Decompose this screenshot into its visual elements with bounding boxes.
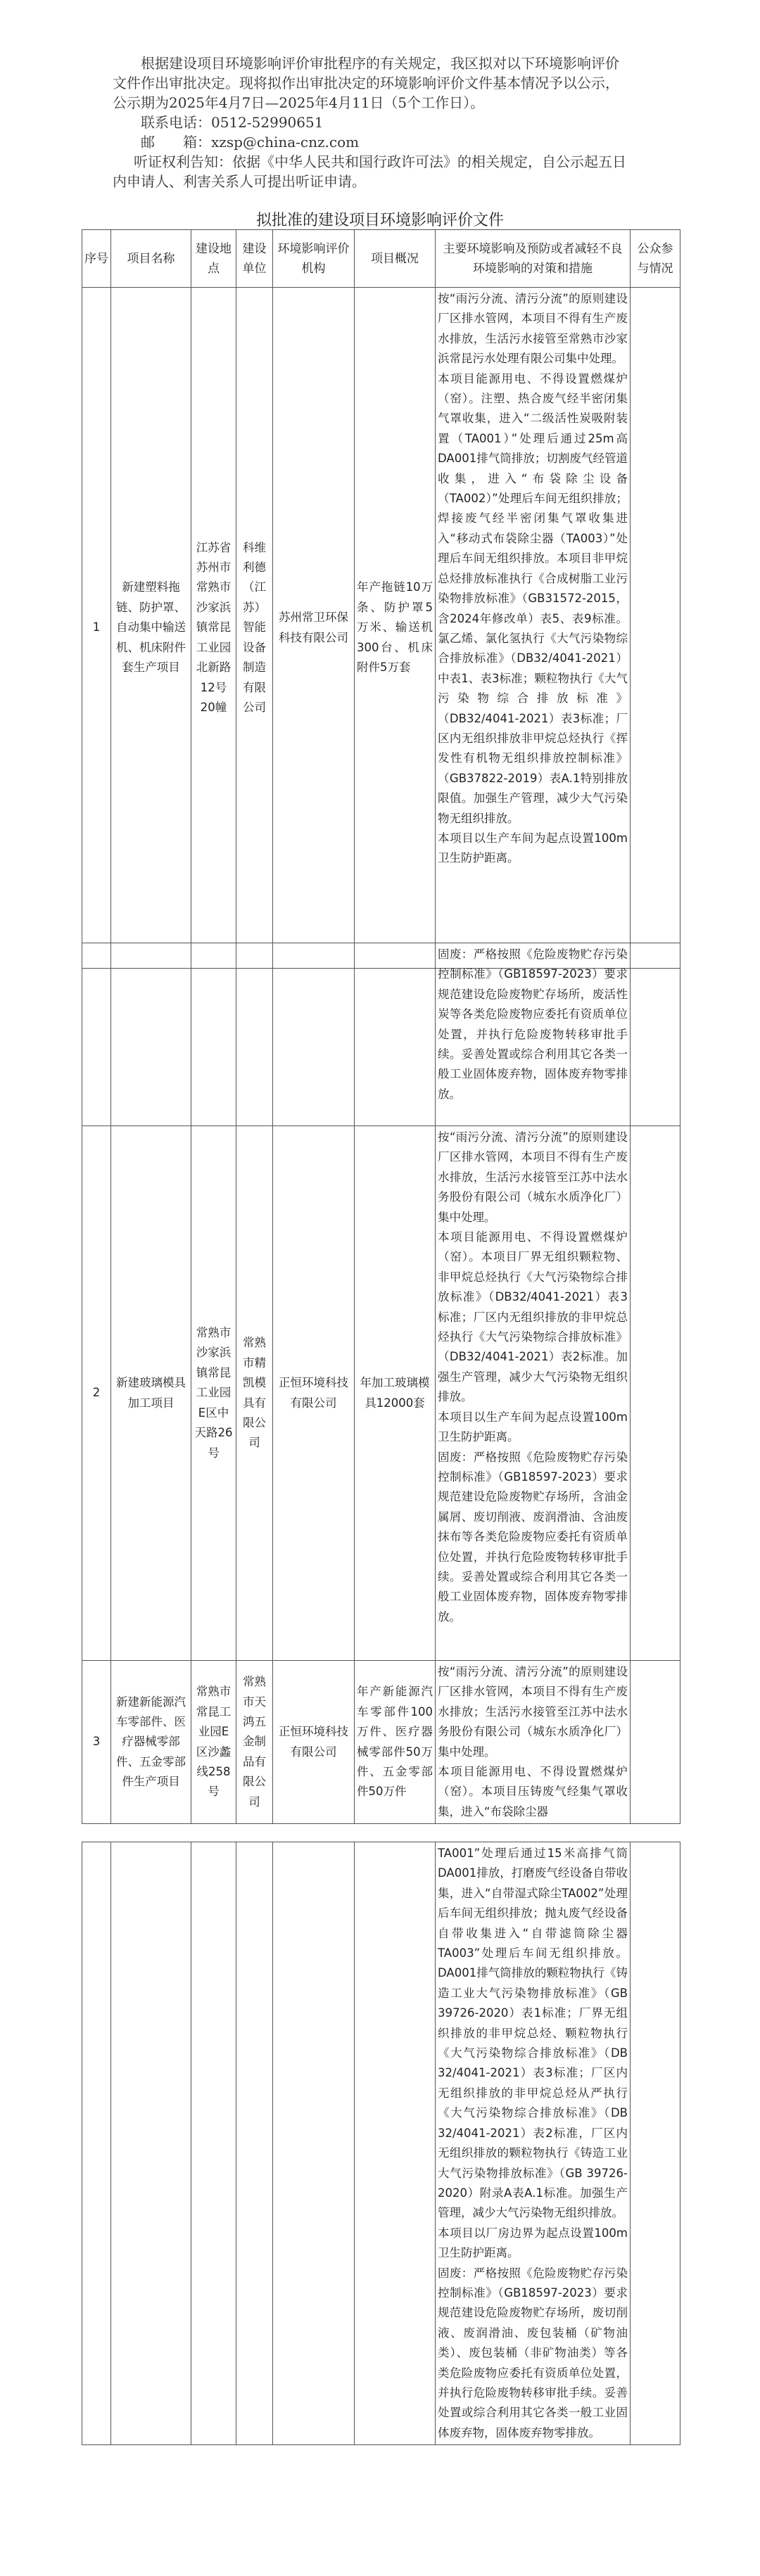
- measures-paragraph: 本项目以生产车间为起点设置100m卫生防护距离。: [438, 1410, 628, 1444]
- table-row-continued: [82, 943, 680, 1126]
- header-measures: 主要环境影响及预防或者减轻不良环境影响的对策和措施: [436, 230, 631, 288]
- cell-unit: 常熟市精凯模具有限公司: [236, 1126, 273, 1661]
- eia-table-page2: [82, 943, 680, 1824]
- cell-measures: [436, 1661, 631, 1824]
- contact-email: 邮 箱：xzsp@china-cnz.com: [141, 134, 360, 151]
- table-header-row: [82, 230, 680, 288]
- cell-unit: 科维利德（江苏）智能设备制造有限公司: [236, 288, 273, 969]
- cell-agency: 正恒环境科技有限公司: [273, 1126, 355, 1661]
- header-no: 序号: [82, 230, 111, 288]
- cell-measures: [436, 1126, 631, 1661]
- intro-paragraph: 根据建设项目环境影响评价审批程序的有关规定，我区拟对以下环境影响评价文件作出审批决定。现将拟作出审批决定的环境影响评价文件基本情况予以公示，公示期为2025年4月7日—2025年4月11日（5个工作日）。: [113, 55, 619, 111]
- hearing-notice: 听证权利告知：依据《中华人民共和国行政许可法》的相关规定，自公示起五日内申请人、利害关系人可提出听证申请。: [113, 153, 626, 190]
- cell-name: 新建新能源汽车零部件、医疗器械零部件、五金零部件生产项目: [111, 1661, 191, 1824]
- measures-paragraph: 固废：严格按照《危险废物贮存污染控制标准》（GB18597-2023）要求规范建设危险废物贮存场所，废切削液、废润滑油、废包装桶（矿物油类）、废包装桶（非矿物油类）等各类危险废物应委托有资质单位处置，并执行危险废物转移审批手续。妥善处置或综合利用其它各类一般工业固体废弃物，固体废弃物零排放。: [438, 2266, 628, 2440]
- contact-phone: 联系电话：0512-52990651: [141, 114, 324, 131]
- measures-paragraph: 固废：严格按照《危险废物贮存污染控制标准》（GB18597-2023）要求规范建设危险废物贮存场所，含油金属屑、废切削液、废润滑油、含油废抹布等各类危险废物应委托有资质单位处置，并执行危险废物转移审批手续。妥善处置或综合利用其它各类一般工业固体废弃物，固体废弃物零排放。: [438, 1450, 628, 1624]
- cell-overview: 年产拖链10万条、防护罩5万米、输送机300台、机床附件5万套: [355, 288, 436, 969]
- cell-public: [631, 1126, 680, 1661]
- cell-agency: 苏州常卫环保科技有限公司: [273, 288, 355, 969]
- cell-no: 1: [82, 288, 111, 969]
- measures-paragraph: 按“雨污分流、清污分流”的原则建设厂区排水管网，本项目不得有生产废水排放；生活污水接管至江苏中法水务股份有限公司（城东水质净化厂）集中处理。: [438, 1665, 628, 1759]
- cell-location: 常熟市沙家浜镇常昆工业园E区中天路26号: [191, 1126, 236, 1661]
- measures-paragraph: 本项目能源用电、不得设置燃煤炉（窑）。本项目压铸废气经集气罩收集，进入“布袋除尘器: [438, 1765, 628, 1818]
- measures-paragraph: 固废：严格按照《危险废物贮存污染控制标准》（GB18597-2023）要求规范建设危险废物贮存场所，废活性炭等各类危险废物应委托有资质单位处置，并执行危险废物转移审批手续。妥善处置或综合利用其它各类一般工业固体废弃物，固体废弃物零排放。: [438, 948, 628, 1101]
- cell-public: [631, 1661, 680, 1824]
- table-row: [82, 288, 680, 969]
- intro-block: [113, 53, 626, 191]
- cell-location: 常熟市常昆工业园E区沙蠡线258号: [191, 1661, 236, 1824]
- table-row: [82, 1661, 680, 1824]
- header-public: 公众参与情况: [631, 230, 680, 288]
- cell-overview: 年加工玻璃模具12000套: [355, 1126, 436, 1661]
- measures-paragraph: TA001”处理后通过15米高排气筒DA001排放，打磨废气经设备自带收集，进入“自带湿式除尘TA002”处理后车间无组织排放；抛丸废气经设备自带收集进入“自带滤筒除尘器TA003”处理后车间无组织排放。DA001排气筒排放的颗粒物执行《铸造工业大气污染物排放标准》（GB 39726-2020）表1标准；厂界无组织排放的非甲烷总烃、颗粒物执行《大气污染物综合排放标准》（DB 32/4041-2021）表3标准；厂区内无组织排放的非甲烷总烃从严执行《大气污染物综合排放标准》（DB 32/4041-2021）表2标准，厂区内无组织排放的颗粒物执行《铸造工业大气污染物排放标准》（GB 39726-2020）附录A表A.1标准。加强生产管理，减少大气污染物无组织排放。: [438, 1847, 628, 2220]
- cell-unit: 常熟市天鸿五金制品有限公司: [236, 1661, 273, 1824]
- measures-paragraph: 本项目能源用电、不得设置燃煤炉（窑）。本项目厂界无组织颗粒物、非甲烷总烃执行《大气污染物综合排放标准》（DB32/4041-2021）表3标准；厂区内无组织排放的非甲烷总烃执行《大气污染物综合排放标准》（DB32/4041-2021）表2标准。加强生产管理，减少大气污染物无组织排放。: [438, 1230, 628, 1404]
- header-unit: 建设单位: [236, 230, 273, 288]
- measures-paragraph: 按“雨污分流、清污分流”的原则建设厂区排水管网，本项目不得有生产废水排放，生活污水接管至江苏中法水务股份有限公司（城东水质净化厂）集中处理。: [438, 1130, 628, 1224]
- cell-measures: [436, 1842, 631, 2445]
- cell-no: 2: [82, 1126, 111, 1661]
- table-title: 拟批准的建设项目环境影响评价文件: [255, 212, 504, 229]
- eia-table-page1: [82, 229, 680, 969]
- cell-agency: 正恒环境科技有限公司: [273, 1661, 355, 1824]
- measures-paragraph: 本项目以生产车间为起点设置100m卫生防护距离。: [438, 831, 628, 865]
- measures-paragraph: 按“雨污分流、清污分流”的原则建设厂区排水管网，本项目不得有生产废水排放，生活污水接管至常熟市沙家浜常昆污水处理有限公司集中处理。: [438, 292, 628, 366]
- eia-table-page3: [82, 1842, 680, 2445]
- header-overview: 项目概况: [355, 230, 436, 288]
- header-agency: 环境影响评价机构: [273, 230, 355, 288]
- cell-overview: 年产新能源汽车零部件100万件、医疗器械零部件50万件、五金零部件50万件: [355, 1661, 436, 1824]
- header-location: 建设地点: [191, 230, 236, 288]
- cell-location: 江苏省苏州市常熟市沙家浜镇常昆工业园北新路12号20幢: [191, 288, 236, 969]
- measures-paragraph: 本项目以厂房边界为起点设置100m卫生防护距离。: [438, 2226, 628, 2260]
- cell-name: 新建塑料拖链、防护罩、自动集中输送机、机床附件套生产项目: [111, 288, 191, 969]
- cell-public: [631, 288, 680, 969]
- table-row-continued: [82, 1842, 680, 2445]
- cell-name: 新建玻璃模具加工项目: [111, 1126, 191, 1661]
- header-name: 项目名称: [111, 230, 191, 288]
- cell-measures: [436, 288, 631, 969]
- table-row: [82, 1126, 680, 1661]
- measures-paragraph: 本项目能源用电、不得设置燃煤炉（窑）。注塑、热合废气经半密闭集气罩收集，进入“二级活性炭吸附装置（TA001）”处理后通过25m高DA001排气筒排放；切割废气经管道收集，进入“布袋除尘设备（TA002）”处理后车间无组织排放；焊接废气经半密闭集气罩收集进入“移动式布袋除尘器（TA003）”处理后车间无组织排放。本项目非甲烷总烃排放标准执行《合成树脂工业污染物排放标准》（GB31572-2015，含2024年修改单）表5、表9标准。氯乙烯、氯化氢执行《大气污染物综合排放标准》（DB32/4041-2021）中表1、表3标准；颗粒物执行《大气污染物综合排放标准》（DB32/4041-2021）表3标准；厂区内无组织排放非甲烷总烃执行《挥发性有机物无组织排放控制标准》（GB37822-2019）表A.1特别排放限值。加强生产管理，减少大气污染物无组织排放。: [438, 371, 628, 825]
- cell-no: 3: [82, 1661, 111, 1824]
- cell-measures: [436, 943, 631, 1126]
